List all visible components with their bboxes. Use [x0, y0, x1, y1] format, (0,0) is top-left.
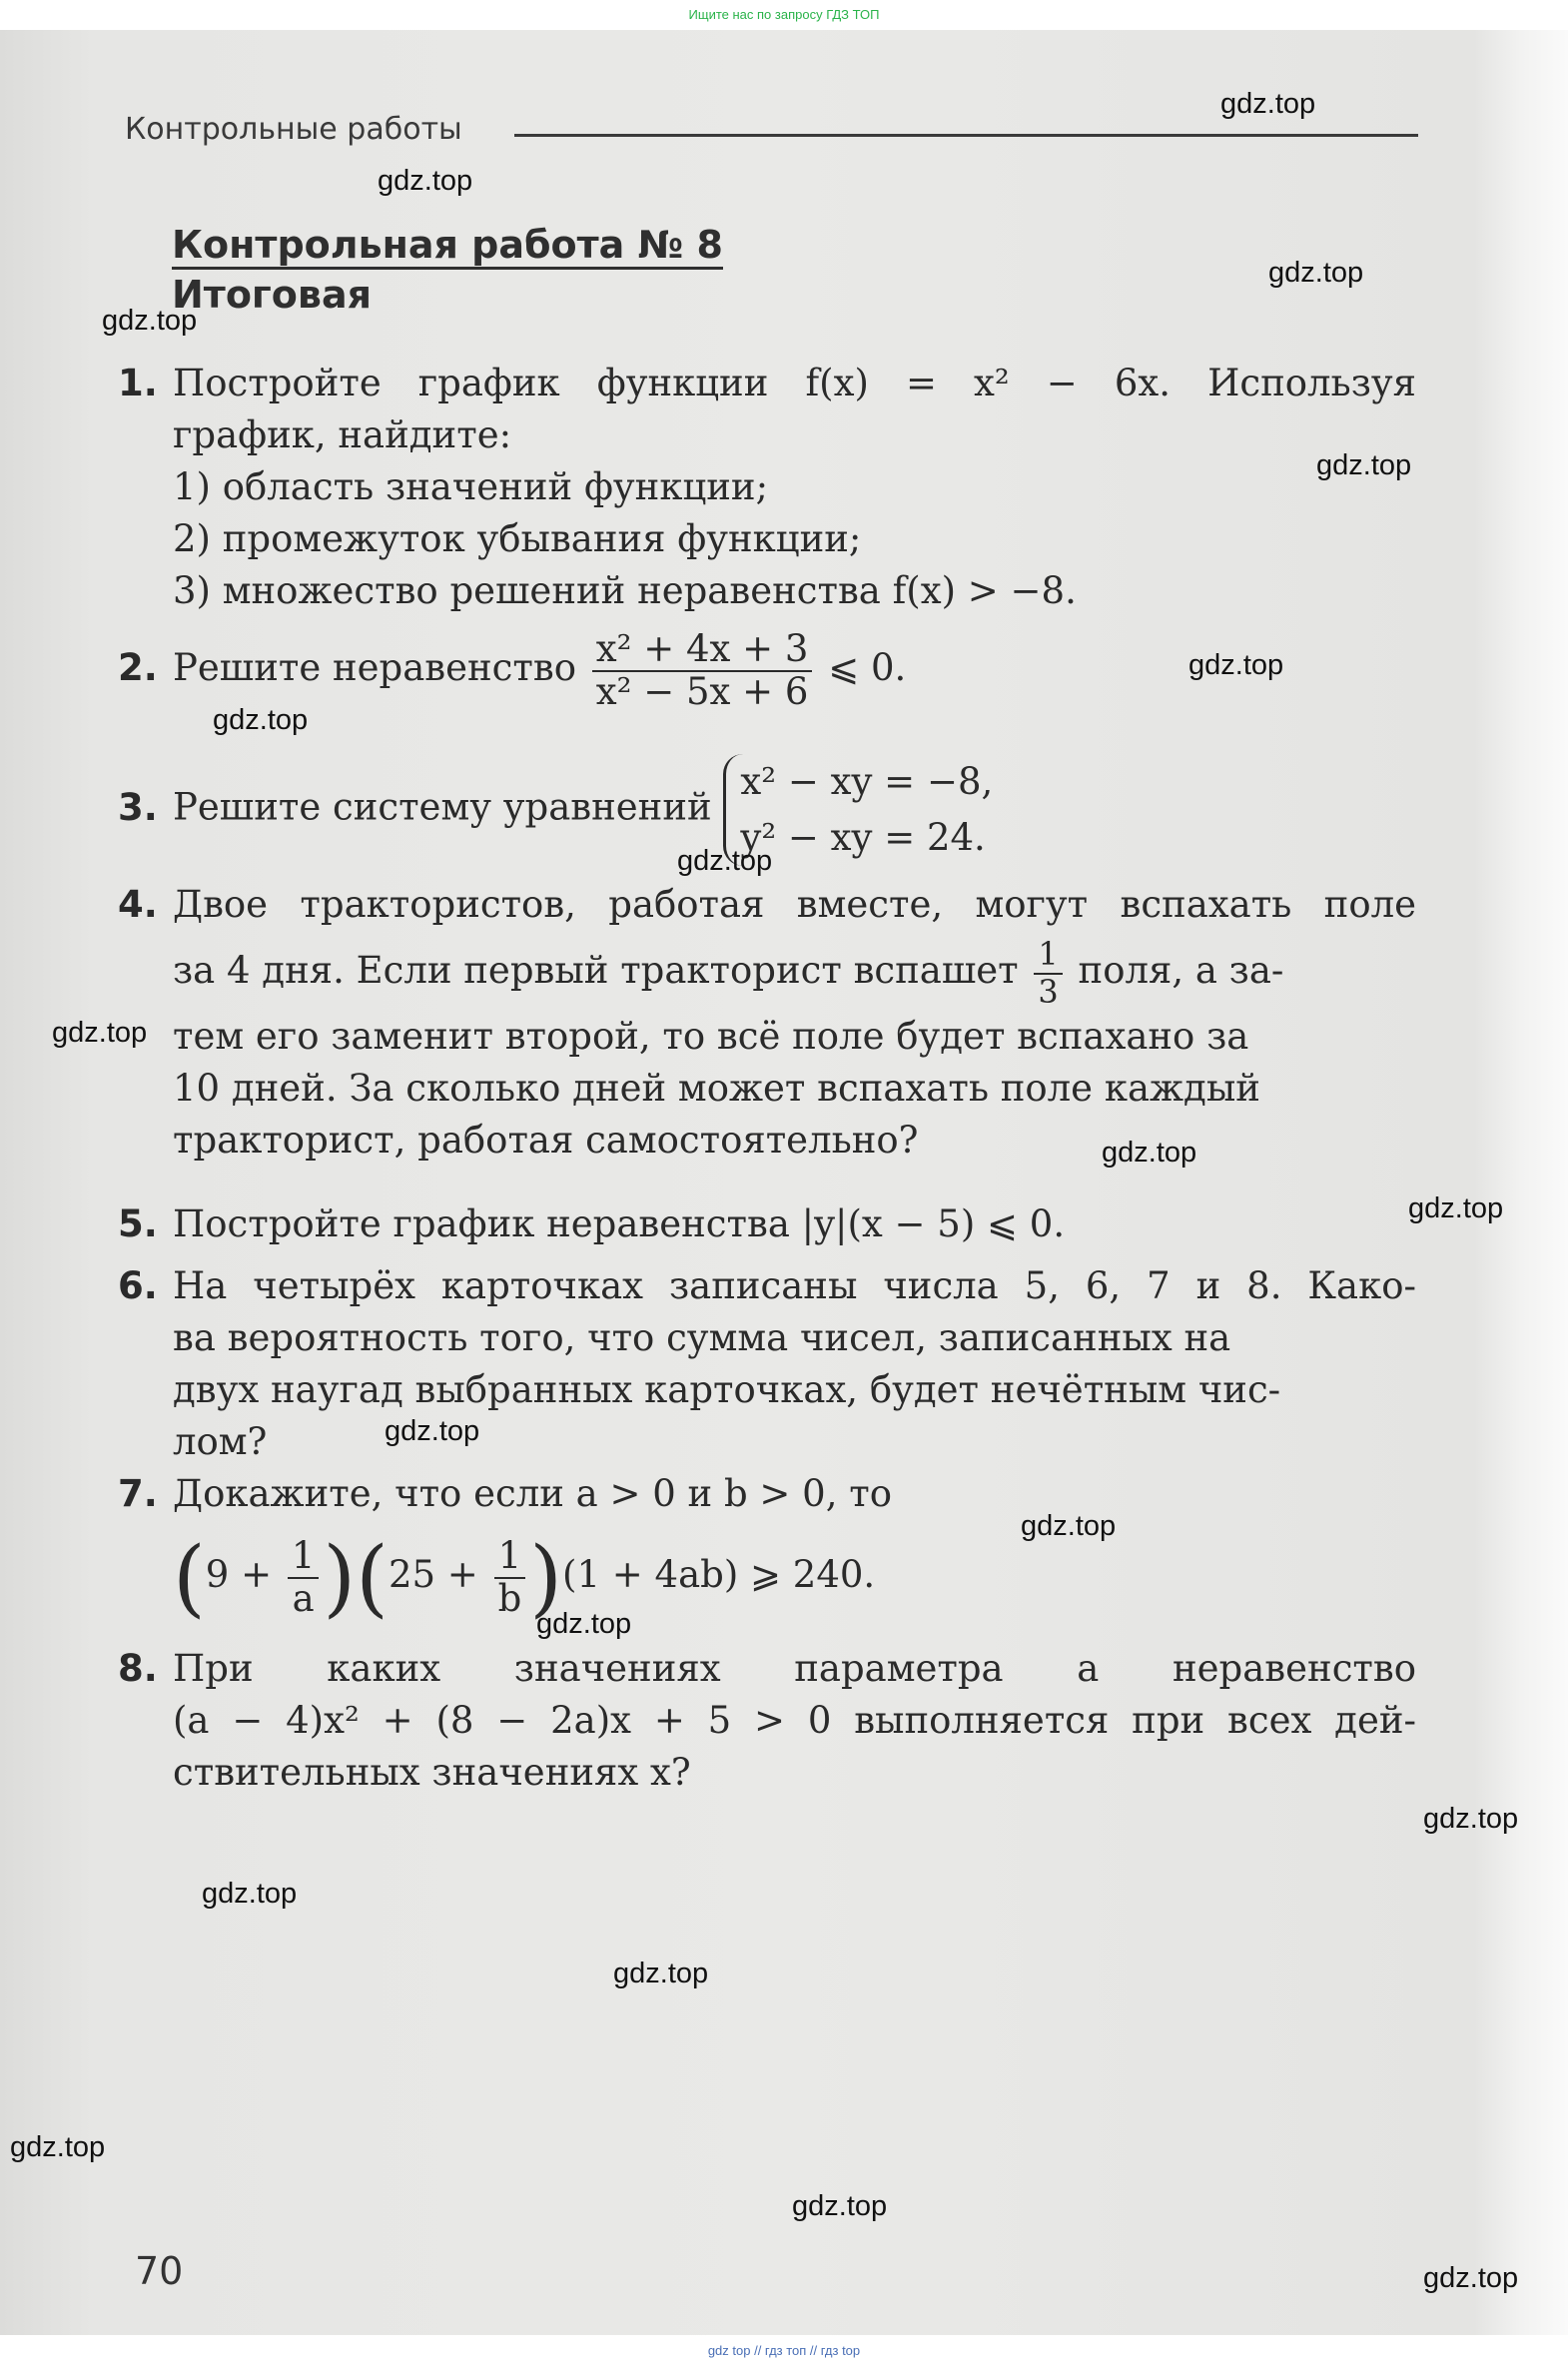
watermark: gdz.top [213, 704, 309, 736]
task-8-line2: (a − 4)x² + (8 − 2a)x + 5 > 0 выполняется при всех дей- [173, 1699, 1416, 1742]
watermark: gdz.top [52, 1017, 148, 1049]
watermark: gdz.top [1102, 1137, 1197, 1169]
watermark: gdz.top [1188, 649, 1284, 681]
task-4-line3: тем его заменит второй, то всё поле будет вспахано за [173, 1015, 1249, 1058]
running-header: Контрольные работы [125, 112, 462, 147]
task-5-text: Постройте график неравенства |y|(x − 5) ⩽ 0. [173, 1202, 1066, 1245]
task-3-eq2: y² − xy = 24. [740, 816, 986, 859]
task-2-numerator: x² + 4x + 3 [592, 629, 813, 672]
task-6-line1: На четырёх карточках записаны числа 5, 6, 7 и 8. Како- [173, 1264, 1416, 1307]
watermark: gdz.top [1423, 1803, 1519, 1835]
task-1-number: 1. [118, 362, 158, 404]
bottom-banner[interactable]: gdz top // гдз топ // гдз top [0, 2335, 1568, 2367]
task-7-p1: 9 + [205, 1553, 273, 1596]
task-6-line2: ва вероятность того, что сумма чисел, записанных на [173, 1316, 1231, 1359]
header-rule [514, 134, 1418, 137]
watermark: gdz.top [1268, 257, 1364, 289]
task-2-number: 2. [118, 646, 158, 690]
top-banner[interactable]: Ищите нас по запросу ГДЗ ТОП [0, 0, 1568, 30]
watermark: gdz.top [536, 1608, 632, 1640]
task-4-line5: тракторист, работая самостоятельно? [173, 1119, 919, 1162]
task-5 [118, 1198, 1416, 1250]
task-7-tail: (1 + 4ab) ⩾ 240. [562, 1553, 876, 1596]
task-1-item2: 2) промежуток убывания функции; [173, 517, 862, 560]
watermark: gdz.top [102, 305, 198, 337]
task-7 [118, 1468, 1416, 1630]
task-4 [118, 879, 1416, 1167]
task-7-line1: Докажите, что если a > 0 и b > 0, то [173, 1472, 892, 1515]
task-2-tail: ⩽ 0. [828, 646, 907, 690]
task-8 [118, 1643, 1416, 1799]
watermark: gdz.top [10, 2131, 106, 2163]
page-title [172, 220, 723, 320]
task-4-number: 4. [118, 883, 158, 926]
task-6-line3: двух наугад выбранных карточках, будет нечётным чис- [173, 1368, 1281, 1411]
watermark: gdz.top [1423, 2262, 1519, 2294]
watermark: gdz.top [1220, 88, 1316, 120]
task-7-frac2-num: 1 [494, 1536, 526, 1579]
task-6 [118, 1260, 1416, 1468]
task-8-number: 8. [118, 1647, 158, 1690]
watermark: gdz.top [792, 2190, 888, 2222]
task-2-denominator: x² − 5x + 6 [595, 669, 809, 713]
watermark: gdz.top [1316, 449, 1412, 481]
task-7-frac1-num: 1 [288, 1536, 320, 1579]
task-6-number: 6. [118, 1264, 158, 1307]
watermark: gdz.top [378, 165, 473, 197]
task-7-frac2 [494, 1533, 526, 1620]
task-5-number: 5. [118, 1202, 158, 1245]
task-7-frac1-den: a [292, 1576, 315, 1620]
watermark: gdz.top [613, 1958, 709, 1989]
task-4-line1: Двое трактористов, работая вместе, могут вспахать поле [173, 883, 1416, 926]
task-3-eq1: x² − xy = −8, [740, 760, 994, 803]
task-4-line4: 10 дней. За сколько дней может вспахать поле каждый [173, 1067, 1260, 1110]
title-line2: Итоговая [172, 273, 372, 317]
task-8-line3: ствительных значениях x? [173, 1751, 691, 1794]
task-6-line4: лом? [173, 1420, 268, 1463]
task-1-item3: 3) множество решений неравенства f(x) > −8. [173, 569, 1077, 612]
task-3-number: 3. [118, 785, 158, 829]
watermark: gdz.top [385, 1415, 480, 1447]
task-4-line2a: за 4 дня. Если первый тракторист вспашет [173, 949, 1019, 992]
watermark: gdz.top [677, 845, 773, 877]
watermark: gdz.top [1408, 1192, 1504, 1224]
textbook-page [0, 30, 1568, 2335]
task-1-item1: 1) область значений функции; [173, 465, 769, 508]
task-1-line2: график, найдите: [173, 413, 512, 456]
task-7-p2: 25 + [388, 1553, 478, 1596]
task-4-line2b: поля, а за- [1078, 949, 1284, 992]
task-7-frac2-den: b [497, 1576, 522, 1620]
task-4-frac-numerator: 1 [1034, 937, 1062, 974]
task-2-fraction [592, 629, 813, 712]
task-4-frac-denominator: 3 [1038, 972, 1059, 1011]
task-7-frac1 [288, 1533, 320, 1620]
task-7-number: 7. [118, 1472, 158, 1515]
task-3-text: Решите систему уравнений [173, 785, 712, 829]
task-8-line1: При каких значениях параметра a неравенство [173, 1647, 1416, 1690]
task-2-text: Решите неравенство [173, 646, 576, 690]
watermark: gdz.top [1021, 1510, 1117, 1542]
page-number: 70 [135, 2249, 184, 2293]
watermark: gdz.top [202, 1878, 298, 1910]
task-4-fraction [1034, 937, 1062, 1009]
task-7-expression: (9 + $\frac{1}{a}$ )(25 + $\frac{1}{b}$ )(1 + 4ab) ⩾ 240. [173, 1528, 876, 1627]
task-1 [118, 358, 1416, 617]
title-line1: Контрольная работа № 8 [172, 223, 723, 270]
task-1-line1: Постройте график функции f(x) = x² − 6x. Используя [173, 362, 1416, 404]
